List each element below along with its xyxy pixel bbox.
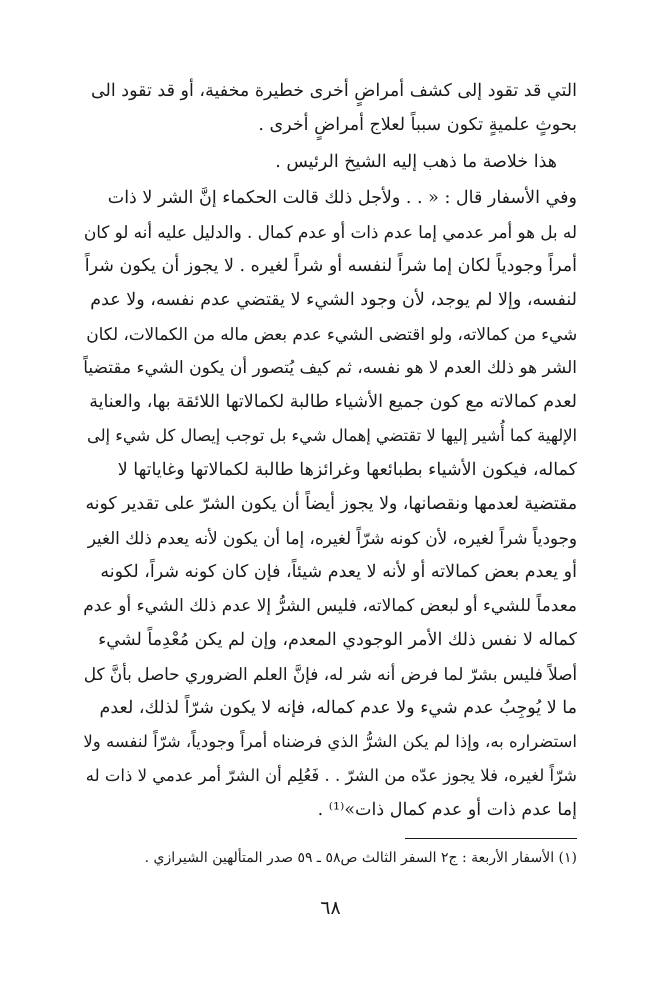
body-line-10: لعدم كمالاته مع كون جميع الأشياء طالبة لكمالاتها اللائقة بها، والعناية <box>89 392 577 412</box>
body-line-15: أو يعدم بعض كمالاته أو لأنه لا يعدم شيئاً، فإن كان كونه شراً، لكونه <box>100 562 577 582</box>
body-line-20: استضراره به، وإذا لم يكن الشرُّ الذي فرضناه أمراً وجودياً، شرّاً لنفسه ولا <box>83 732 577 751</box>
footnote-separator <box>405 838 577 839</box>
body-line-11: الإلهية كما أُشير إليها لا تقتضي إهمال شيء بل توجب إيصال كل شيء إلى <box>87 426 577 445</box>
footnote: (١) الأسفار الأربعة : ج٢ السفر الثالث ص٥٨ ـ ٥٩ صدر المتألهين الشيرازي . <box>144 850 577 866</box>
body-line-1: التي قد تقود إلى كشف أمراضٍ أخرى خطيرة مخفية، أو قد تقود الى <box>90 81 577 101</box>
body-line-21: شرّاً لغيره، فلا يجوز عدّه من الشرّ . . فَعُلِم أن الشرّ أمر عدمي لا ذات له <box>85 766 577 785</box>
body-line-3: هذا خلاصة ما ذهب إليه الشيخ الرئيس . <box>275 152 557 172</box>
body-line-22: إما عدم ذات أو عدم كمال ذات»⁽¹⁾ . <box>317 800 577 820</box>
body-line-13: مقتضية لعدمها ونقصانها، ولا يجوز أيضاً أن يكون الشرّ على تقدير كونه <box>85 494 577 514</box>
body-line-9: الشر هو ذلك العدم لا هو نفسه، ثم كيف يُتصور أن يكون الشيء مقتضياً <box>83 358 577 378</box>
body-line-4: وفي الأسفار قال : « . . ولأجل ذلك قالت الحكماء إنَّ الشر لا ذات <box>107 188 577 208</box>
body-line-17: كماله لا نفس ذلك الأمر الوجودي المعدم، وإن لم يكن مُعْدِماً لشيء <box>98 630 577 650</box>
body-line-2: بحوثٍ علميةٍ تكون سبباً لعلاج أمراضٍ أخرى . <box>258 115 577 135</box>
body-line-12: كماله، فيكون الأشياء بطبائعها وغرائزها طالبة لكمالاتها وغاياتها لا <box>117 460 577 480</box>
body-line-18: أصلاً فليس بشرّ لما فرض أنه شر له، فإنَّ العلم الضروري حاصل بأنَّ كل <box>83 664 577 684</box>
body-line-8: شيء من كمالاته، ولو اقتضى الشيء عدم بعض ماله من الكمالات، لكان <box>86 324 577 344</box>
body-line-14: وجودياً شراً لغيره، لأن كونه شرّاً لغيره، إما أن يكون لأنه يعدم ذلك الغير <box>87 528 577 548</box>
body-line-19: ما لا يُوجِبُ عدم شيء ولا عدم كماله، فإنه لا يكون شرّاً لذلك، لعدم <box>99 698 577 718</box>
body-line-6: أمراً وجودياً لكان إما شراً لنفسه أو شراً لغيره . لا يجوز أن يكون شراً <box>84 256 577 276</box>
body-line-16: معدماً للشيء أو لبعض كمالاته، فليس الشرُّ إلا عدم ذلك الشيء أو عدم <box>83 596 577 616</box>
body-line-7: لنفسه، وإلا لم يوجد، لأن وجود الشيء لا يقتضي عدم نفسه، ولا عدم <box>90 290 577 310</box>
page-number: ٦٨ <box>320 897 341 919</box>
body-line-5: له بل هو أمر عدمي إما عدم ذات أو عدم كمال . والدليل عليه أنه لو كان <box>83 222 577 242</box>
